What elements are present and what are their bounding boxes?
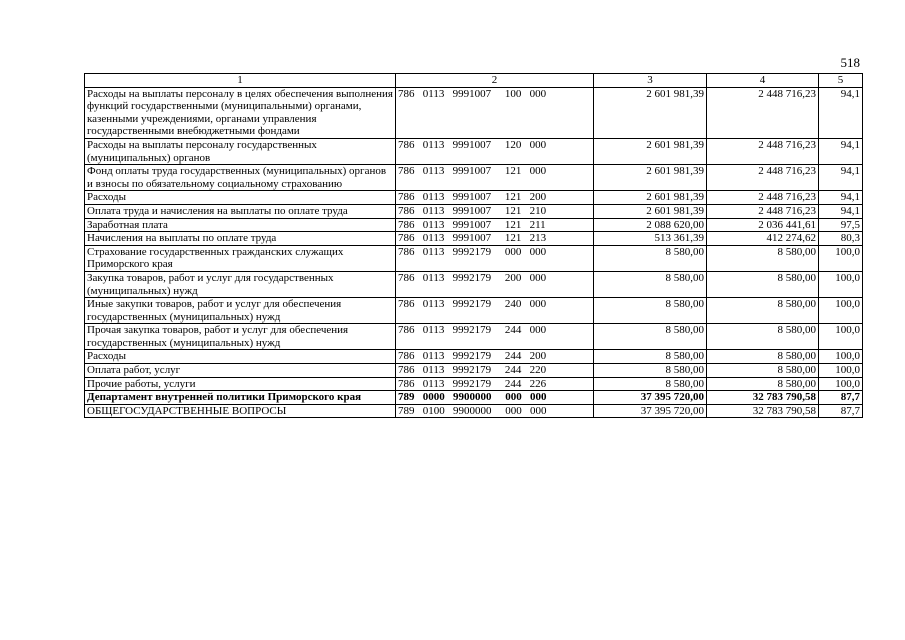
row-planned-amount: 2 601 981,39 [594,204,707,218]
row-planned-amount: 2 601 981,39 [594,165,707,191]
row-percent: 100,0 [819,298,863,324]
row-percent: 100,0 [819,271,863,297]
row-percent: 94,1 [819,87,863,138]
table-row [85,404,863,418]
table-row [85,87,863,138]
row-description: Прочая закупка товаров, работ и услуг для обеспечения государственных (муниципальных) нужд [85,324,396,350]
row-budget-code: 786 0113 9991007 100 000 [396,87,594,138]
table-row [85,245,863,271]
row-actual-amount: 8 580,00 [707,377,819,391]
row-description: Заработная плата [85,218,396,232]
table-row [85,350,863,364]
table-row [85,204,863,218]
row-description: Прочие работы, услуги [85,377,396,391]
row-planned-amount: 2 088 620,00 [594,218,707,232]
row-description: Закупка товаров, работ и услуг для государственных (муниципальных) нужд [85,271,396,297]
table-row [85,391,863,405]
row-description: Департамент внутренней политики Приморского края [85,391,396,405]
row-actual-amount: 2 448 716,23 [707,191,819,205]
table-row [85,165,863,191]
row-actual-amount: 32 783 790,58 [707,391,819,405]
row-actual-amount: 2 448 716,23 [707,165,819,191]
row-planned-amount: 2 601 981,39 [594,138,707,164]
row-actual-amount: 2 036 441,61 [707,218,819,232]
row-description: Расходы на выплаты персоналу государственных (муниципальных) органов [85,138,396,164]
table-row [85,324,863,350]
row-budget-code: 786 0113 9991007 121 000 [396,165,594,191]
row-percent: 87,7 [819,404,863,418]
row-percent: 94,1 [819,191,863,205]
row-budget-code: 786 0113 9992179 244 220 [396,364,594,378]
row-actual-amount: 8 580,00 [707,364,819,378]
row-planned-amount: 2 601 981,39 [594,191,707,205]
row-budget-code: 789 0100 9900000 000 000 [396,404,594,418]
row-description: Расходы на выплаты персоналу в целях обеспечения выполнения функций государственными (муниципальными) органами, казенными учреждениями, органами управления государственными внебюджетными фондами [85,87,396,138]
row-planned-amount: 8 580,00 [594,271,707,297]
budget-table-body [85,74,863,418]
row-percent: 87,7 [819,391,863,405]
row-actual-amount: 32 783 790,58 [707,404,819,418]
row-actual-amount: 2 448 716,23 [707,204,819,218]
row-planned-amount: 37 395 720,00 [594,404,707,418]
table-row [85,232,863,246]
table-row [85,364,863,378]
row-percent: 100,0 [819,245,863,271]
row-description: Страхование государственных гражданских служащих Приморского края [85,245,396,271]
table-row [85,218,863,232]
row-budget-code: 786 0113 9991007 120 000 [396,138,594,164]
row-budget-code: 786 0113 9992179 244 226 [396,377,594,391]
row-planned-amount: 8 580,00 [594,364,707,378]
header-col-5: 5 [819,74,863,88]
row-percent: 100,0 [819,377,863,391]
row-budget-code: 786 0113 9991007 121 211 [396,218,594,232]
row-percent: 97,5 [819,218,863,232]
row-budget-code: 786 0113 9991007 121 200 [396,191,594,205]
row-actual-amount: 8 580,00 [707,350,819,364]
row-budget-code: 789 0000 9900000 000 000 [396,391,594,405]
row-actual-amount: 8 580,00 [707,324,819,350]
row-budget-code: 786 0113 9991007 121 210 [396,204,594,218]
column-number-header [85,74,863,88]
row-actual-amount: 2 448 716,23 [707,87,819,138]
row-budget-code: 786 0113 9991007 121 213 [396,232,594,246]
row-percent: 80,3 [819,232,863,246]
header-col-2: 2 [396,74,594,88]
row-budget-code: 786 0113 9992179 244 000 [396,324,594,350]
row-planned-amount: 8 580,00 [594,377,707,391]
row-actual-amount: 8 580,00 [707,271,819,297]
row-description: Оплата работ, услуг [85,364,396,378]
row-description: Начисления на выплаты по оплате труда [85,232,396,246]
row-actual-amount: 8 580,00 [707,245,819,271]
row-description: ОБЩЕГОСУДАРСТВЕННЫЕ ВОПРОСЫ [85,404,396,418]
row-description: Расходы [85,350,396,364]
row-budget-code: 786 0113 9992179 244 200 [396,350,594,364]
row-actual-amount: 8 580,00 [707,298,819,324]
row-percent: 94,1 [819,165,863,191]
row-planned-amount: 8 580,00 [594,350,707,364]
row-planned-amount: 2 601 981,39 [594,87,707,138]
row-budget-code: 786 0113 9992179 000 000 [396,245,594,271]
row-planned-amount: 513 361,39 [594,232,707,246]
header-col-3: 3 [594,74,707,88]
row-description: Иные закупки товаров, работ и услуг для обеспечения государственных (муниципальных) нужд [85,298,396,324]
row-description: Фонд оплаты труда государственных (муниципальных) органов и взносы по обязательному социальному страхованию [85,165,396,191]
row-percent: 94,1 [819,138,863,164]
row-planned-amount: 8 580,00 [594,324,707,350]
header-col-1: 1 [85,74,396,88]
row-percent: 100,0 [819,350,863,364]
table-row [85,271,863,297]
row-percent: 94,1 [819,204,863,218]
row-planned-amount: 8 580,00 [594,298,707,324]
header-col-4: 4 [707,74,819,88]
row-percent: 100,0 [819,364,863,378]
row-planned-amount: 37 395 720,00 [594,391,707,405]
row-description: Оплата труда и начисления на выплаты по оплате труда [85,204,396,218]
row-actual-amount: 2 448 716,23 [707,138,819,164]
row-description: Расходы [85,191,396,205]
table-row [85,298,863,324]
table-row [85,191,863,205]
row-percent: 100,0 [819,324,863,350]
page-number: 518 [840,55,860,70]
table-row [85,138,863,164]
budget-table [84,73,863,418]
row-actual-amount: 412 274,62 [707,232,819,246]
row-budget-code: 786 0113 9992179 200 000 [396,271,594,297]
row-planned-amount: 8 580,00 [594,245,707,271]
table-row [85,377,863,391]
row-budget-code: 786 0113 9992179 240 000 [396,298,594,324]
